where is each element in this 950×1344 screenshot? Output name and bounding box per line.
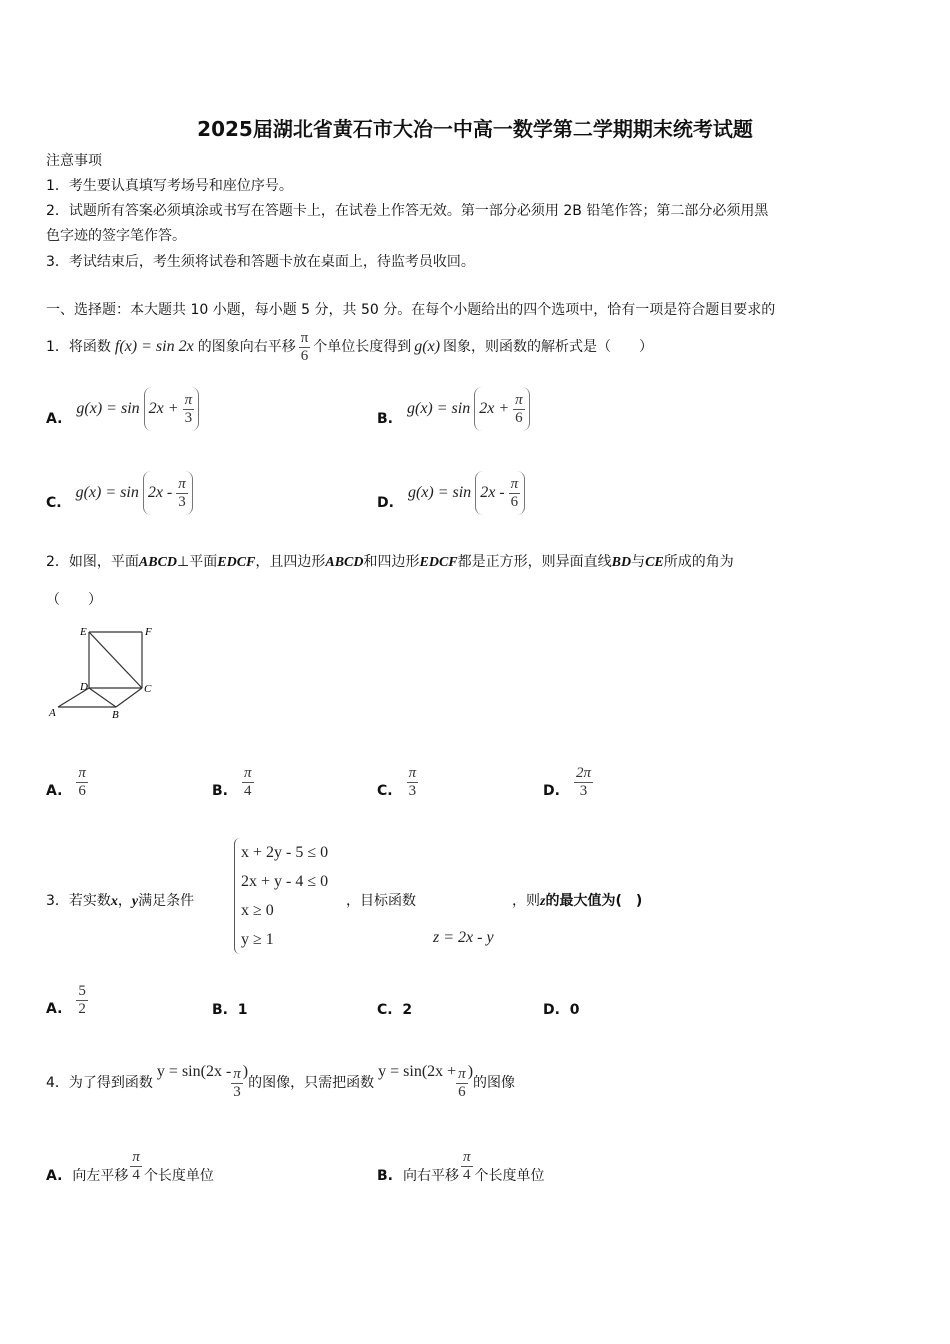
fraction-denominator: 6 — [510, 493, 519, 510]
quad-abcd: ABCD — [325, 555, 364, 570]
option-value: 0 — [569, 1002, 580, 1018]
fraction-denominator: 6 — [458, 1083, 466, 1100]
fraction-numerator: π — [244, 764, 252, 781]
option-label: D. — [543, 783, 560, 799]
question-text: 的图像 — [473, 1075, 516, 1091]
option-label: D. — [543, 1002, 560, 1018]
option-value: 2 — [402, 1002, 413, 1018]
label-b: B — [112, 709, 119, 721]
line-bd: BD — [611, 555, 632, 570]
constraint-2: 2x + y - 4 ≤ 0 — [241, 873, 329, 890]
option-label: A. — [46, 411, 63, 427]
label-c: C — [144, 683, 152, 695]
question-1 — [46, 327, 653, 367]
fraction-numerator: π — [515, 391, 523, 408]
option-inner: 2x + — [479, 400, 510, 417]
option-label: C. — [377, 783, 393, 799]
comma: ， — [117, 893, 132, 909]
option-lhs: g(x) = sin — [75, 484, 139, 501]
fraction-denominator: 4 — [463, 1166, 471, 1183]
option-b[interactable] — [377, 385, 530, 433]
fraction-denominator: 3 — [579, 782, 588, 799]
notice-heading: 注意事项 — [46, 153, 102, 169]
question-text: ，则 — [512, 893, 540, 909]
fraction — [461, 1149, 473, 1184]
edge-db — [89, 688, 116, 707]
notice-item-1: 1．考生要认真填写考场号和座位序号。 — [46, 178, 293, 194]
function-2-post: ) — [467, 1063, 474, 1080]
option-a[interactable] — [46, 976, 88, 1024]
fraction-denominator: 4 — [244, 782, 252, 799]
fraction-denominator: 6 — [300, 347, 309, 364]
question-text: 若实数 — [68, 893, 111, 909]
question-text: 如图，平面 — [68, 554, 139, 570]
option-a[interactable] — [46, 385, 199, 433]
option-pre: 向右平移 — [403, 1168, 459, 1184]
question-text: 的图象向右平移 — [197, 339, 296, 355]
question-text: ，目标函数 — [346, 893, 416, 909]
label-a: A — [49, 707, 56, 719]
fraction-denominator: 4 — [132, 1166, 140, 1183]
option-label: B. — [212, 783, 228, 799]
option-paren — [144, 387, 199, 431]
fraction-numerator: 2π — [575, 764, 591, 781]
fraction-denominator: 3 — [184, 409, 193, 426]
option-paren — [143, 471, 193, 515]
option-lhs: g(x) = sin — [407, 484, 472, 501]
fraction-numerator: π — [132, 1148, 140, 1165]
option-lhs: g(x) = sin — [76, 400, 140, 417]
question-text: ，且四边形 — [255, 554, 326, 570]
label-d: D — [80, 681, 88, 693]
option-post: 个长度单位 — [474, 1168, 545, 1184]
option-a[interactable] — [46, 758, 88, 806]
fraction — [231, 1066, 243, 1101]
question-number: 3． — [46, 893, 69, 909]
section-heading: 一、选择题：本大题共 10 小题，每小题 5 分，共 50 分。在每个小题给出的四个选项中，恰有一项是符合题目要求的 — [46, 302, 776, 318]
fraction — [407, 765, 419, 800]
option-d[interactable] — [543, 1000, 579, 1020]
fraction-numerator: π — [184, 391, 193, 408]
option-post: 个长度单位 — [143, 1168, 214, 1184]
option-c[interactable] — [46, 469, 193, 517]
option-inner: 2x - — [147, 484, 173, 501]
page-title: 2025届湖北省黄石市大冶一中高一数学第二学期期末统考试题 — [197, 117, 753, 141]
option-label: C. — [46, 495, 62, 511]
line-ce: CE — [645, 555, 664, 570]
question-3-tail — [512, 891, 642, 912]
fraction-denominator: 3 — [408, 782, 417, 799]
question-text: 将函数 — [68, 339, 111, 355]
question-number: 2． — [46, 554, 69, 570]
option-paren — [474, 387, 529, 431]
constraint-3: x ≥ 0 — [241, 902, 274, 919]
objective-function: z = 2x - y — [433, 929, 494, 946]
fraction — [574, 765, 593, 800]
function-1-post: ) — [242, 1063, 249, 1080]
fraction-denominator: 6 — [515, 409, 523, 426]
option-label: D. — [377, 495, 394, 511]
option-label: B. — [377, 1168, 393, 1184]
geometry-figure — [46, 620, 166, 725]
question-text: 与 — [631, 554, 646, 570]
fraction — [183, 392, 195, 427]
function-2-pre: y = sin(2x + — [378, 1063, 457, 1080]
fraction — [242, 765, 254, 800]
fraction-denominator: 3 — [233, 1083, 241, 1100]
function-f: f(x) = sin 2x — [114, 338, 194, 355]
function-1-pre: y = sin(2x - — [156, 1063, 232, 1080]
question-text: 所成的角为 — [663, 554, 734, 570]
var-y: y — [131, 894, 139, 909]
option-label: A. — [46, 1001, 63, 1017]
edge-ec — [89, 632, 142, 688]
question-text: 个单位长度得到 — [313, 339, 412, 355]
question-3-intro — [46, 891, 194, 912]
question-number: 4． — [46, 1075, 69, 1091]
question-text: 的最大值为( ) — [545, 893, 643, 909]
option-b[interactable] — [377, 1144, 545, 1188]
quad-edcf: EDCF — [419, 555, 458, 570]
edge-bc — [116, 688, 142, 707]
option-label: B. — [212, 1002, 228, 1018]
option-paren — [475, 471, 525, 515]
option-label: A. — [46, 1168, 63, 1184]
fraction — [76, 983, 88, 1018]
fraction-numerator: π — [510, 475, 519, 492]
fraction-denominator: 6 — [78, 782, 86, 799]
fraction — [299, 330, 311, 365]
option-c[interactable] — [377, 758, 418, 806]
option-pre: 向左平移 — [72, 1168, 129, 1184]
fraction-numerator: π — [458, 1065, 466, 1082]
fraction — [456, 1066, 468, 1101]
var-x: x — [110, 894, 118, 909]
question-text: 都是正方形，则异面直线 — [457, 554, 612, 570]
question-text: 图象，则函数的解析式是（ ） — [443, 339, 654, 355]
fraction — [509, 476, 521, 511]
option-d[interactable] — [543, 758, 593, 806]
question-4 — [46, 1061, 515, 1105]
option-b[interactable] — [212, 758, 254, 806]
option-inner: 2x - — [480, 484, 505, 501]
fraction-numerator: π — [178, 475, 186, 492]
fraction-denominator: 2 — [78, 1000, 86, 1017]
option-b[interactable] — [212, 1000, 248, 1020]
notice-item-2-line-1: 2．试题所有答案必须填涂或书写在答题卡上，在试卷上作答无效。第一部分必须用 2B 铅笔作答；第二部分必须用黑 — [46, 203, 769, 219]
question-number: 1． — [46, 339, 69, 355]
fraction — [130, 1149, 142, 1184]
fraction-numerator: π — [408, 764, 417, 781]
option-label: C. — [377, 1002, 393, 1018]
question-text: 为了得到函数 — [68, 1075, 153, 1091]
option-d[interactable] — [377, 469, 525, 517]
question-text: 和四边形 — [363, 554, 420, 570]
option-value: 1 — [237, 1002, 248, 1018]
question-text: 满足条件 — [138, 893, 195, 909]
option-inner: 2x + — [148, 400, 179, 417]
notice-item-2-line-2: 色字迹的签字笔作答。 — [46, 228, 186, 244]
fraction-numerator: π — [300, 329, 309, 346]
function-g: g(x) — [414, 338, 441, 355]
fraction-numerator: π — [78, 764, 86, 781]
plane-edcf: EDCF — [217, 555, 256, 570]
option-a[interactable] — [46, 1144, 214, 1188]
option-label: B. — [377, 411, 393, 427]
label-f: F — [145, 626, 152, 638]
question-text: 的图像，只需把函数 — [248, 1075, 375, 1091]
constraint-4: y ≥ 1 — [241, 931, 274, 948]
plane-abcd: ABCD — [138, 555, 178, 570]
fraction-numerator: 5 — [78, 982, 86, 999]
option-lhs: g(x) = sin — [407, 400, 471, 417]
option-label: A. — [46, 783, 63, 799]
var-z: z — [540, 894, 546, 909]
fraction — [176, 476, 188, 511]
question-2 — [46, 552, 734, 573]
label-e: E — [80, 626, 87, 638]
answer-paren: （ ） — [46, 592, 102, 608]
notice-item-3: 3．考试结束后，考生须将试卷和答题卡放在桌面上，待监考员收回。 — [46, 254, 475, 270]
fraction — [76, 765, 88, 800]
constraint-system — [234, 838, 328, 954]
option-c[interactable] — [377, 1000, 412, 1020]
constraint-1: x + 2y - 5 ≤ 0 — [241, 844, 329, 861]
fraction — [513, 392, 525, 427]
fraction-numerator: π — [233, 1065, 241, 1082]
fraction-denominator: 3 — [178, 493, 186, 510]
fraction-numerator: π — [463, 1148, 471, 1165]
question-text: ⊥平面 — [177, 554, 218, 570]
